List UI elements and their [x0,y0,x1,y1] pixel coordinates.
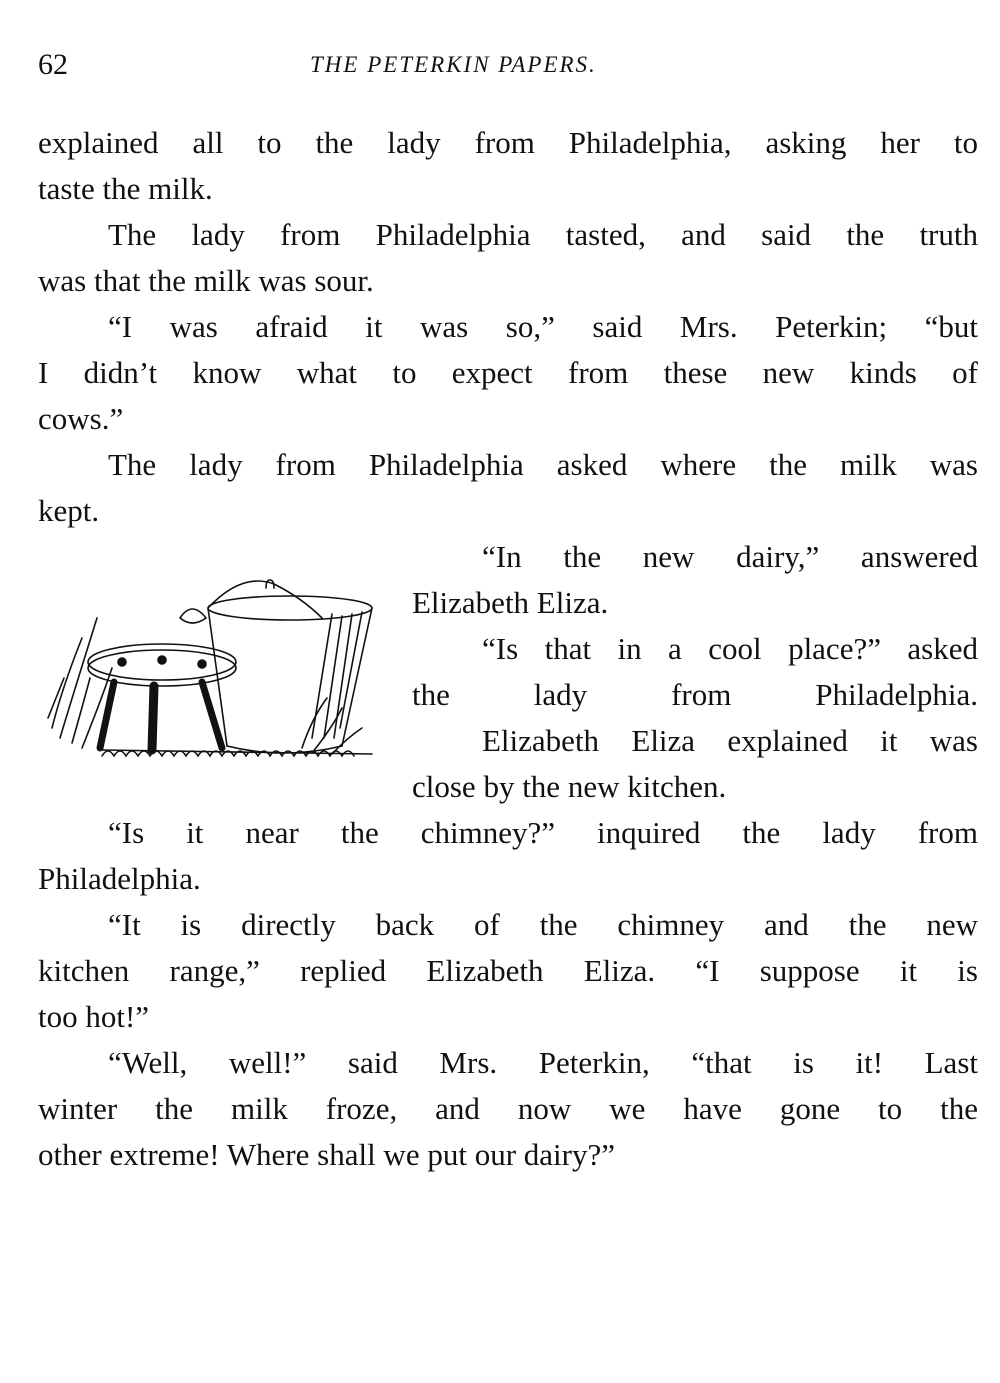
text-line: The lady from Philadelphia asked where the milk was [108,447,978,482]
text-line: the lady from Philadelphia. [412,677,978,712]
text-line: Elizabeth Eliza explained it was [482,723,978,758]
text-line: “Is it near the chimney?” inquired the lady from [108,815,978,850]
text-line: Philadelphia. [38,861,201,896]
text-line: was that the milk was sour. [38,263,374,298]
text-line: Elizabeth Eliza. [412,585,609,620]
text-line: kitchen range,” replied Elizabeth Eliza. “I suppose it is [38,953,978,988]
text-line: The lady from Philadelphia tasted, and said the truth [108,217,978,252]
text-line: “Well, well!” said Mrs. Peterkin, “that is it! Last [108,1045,978,1080]
text-line: cows.” [38,401,124,436]
text-line: “In the new dairy,” answered [482,539,978,574]
page-header [38,48,978,88]
text-line: “It is directly back of the chimney and the new [108,907,978,942]
text-line: explained all to the lady from Philadelphia, asking her to [38,125,978,160]
text-line: too hot!” [38,999,150,1034]
page-number: 62 [38,48,68,81]
text-line: close by the new kitchen. [412,769,727,804]
text-line: taste the milk. [38,171,213,206]
running-title: THE PETERKIN PAPERS. [310,52,597,77]
text-line: I didn’t know what to expect from these new kinds of [38,355,978,390]
text-line: other extreme! Where shall we put our dairy?” [38,1137,615,1172]
text-line: kept. [38,493,100,528]
milk-pail-and-stool-illustration [42,578,382,790]
text-line: “Is that in a cool place?” asked [482,631,978,666]
text-line: “I was afraid it was so,” said Mrs. Peterkin; “but [108,309,978,344]
text-line: winter the milk froze, and now we have gone to the [38,1091,978,1126]
